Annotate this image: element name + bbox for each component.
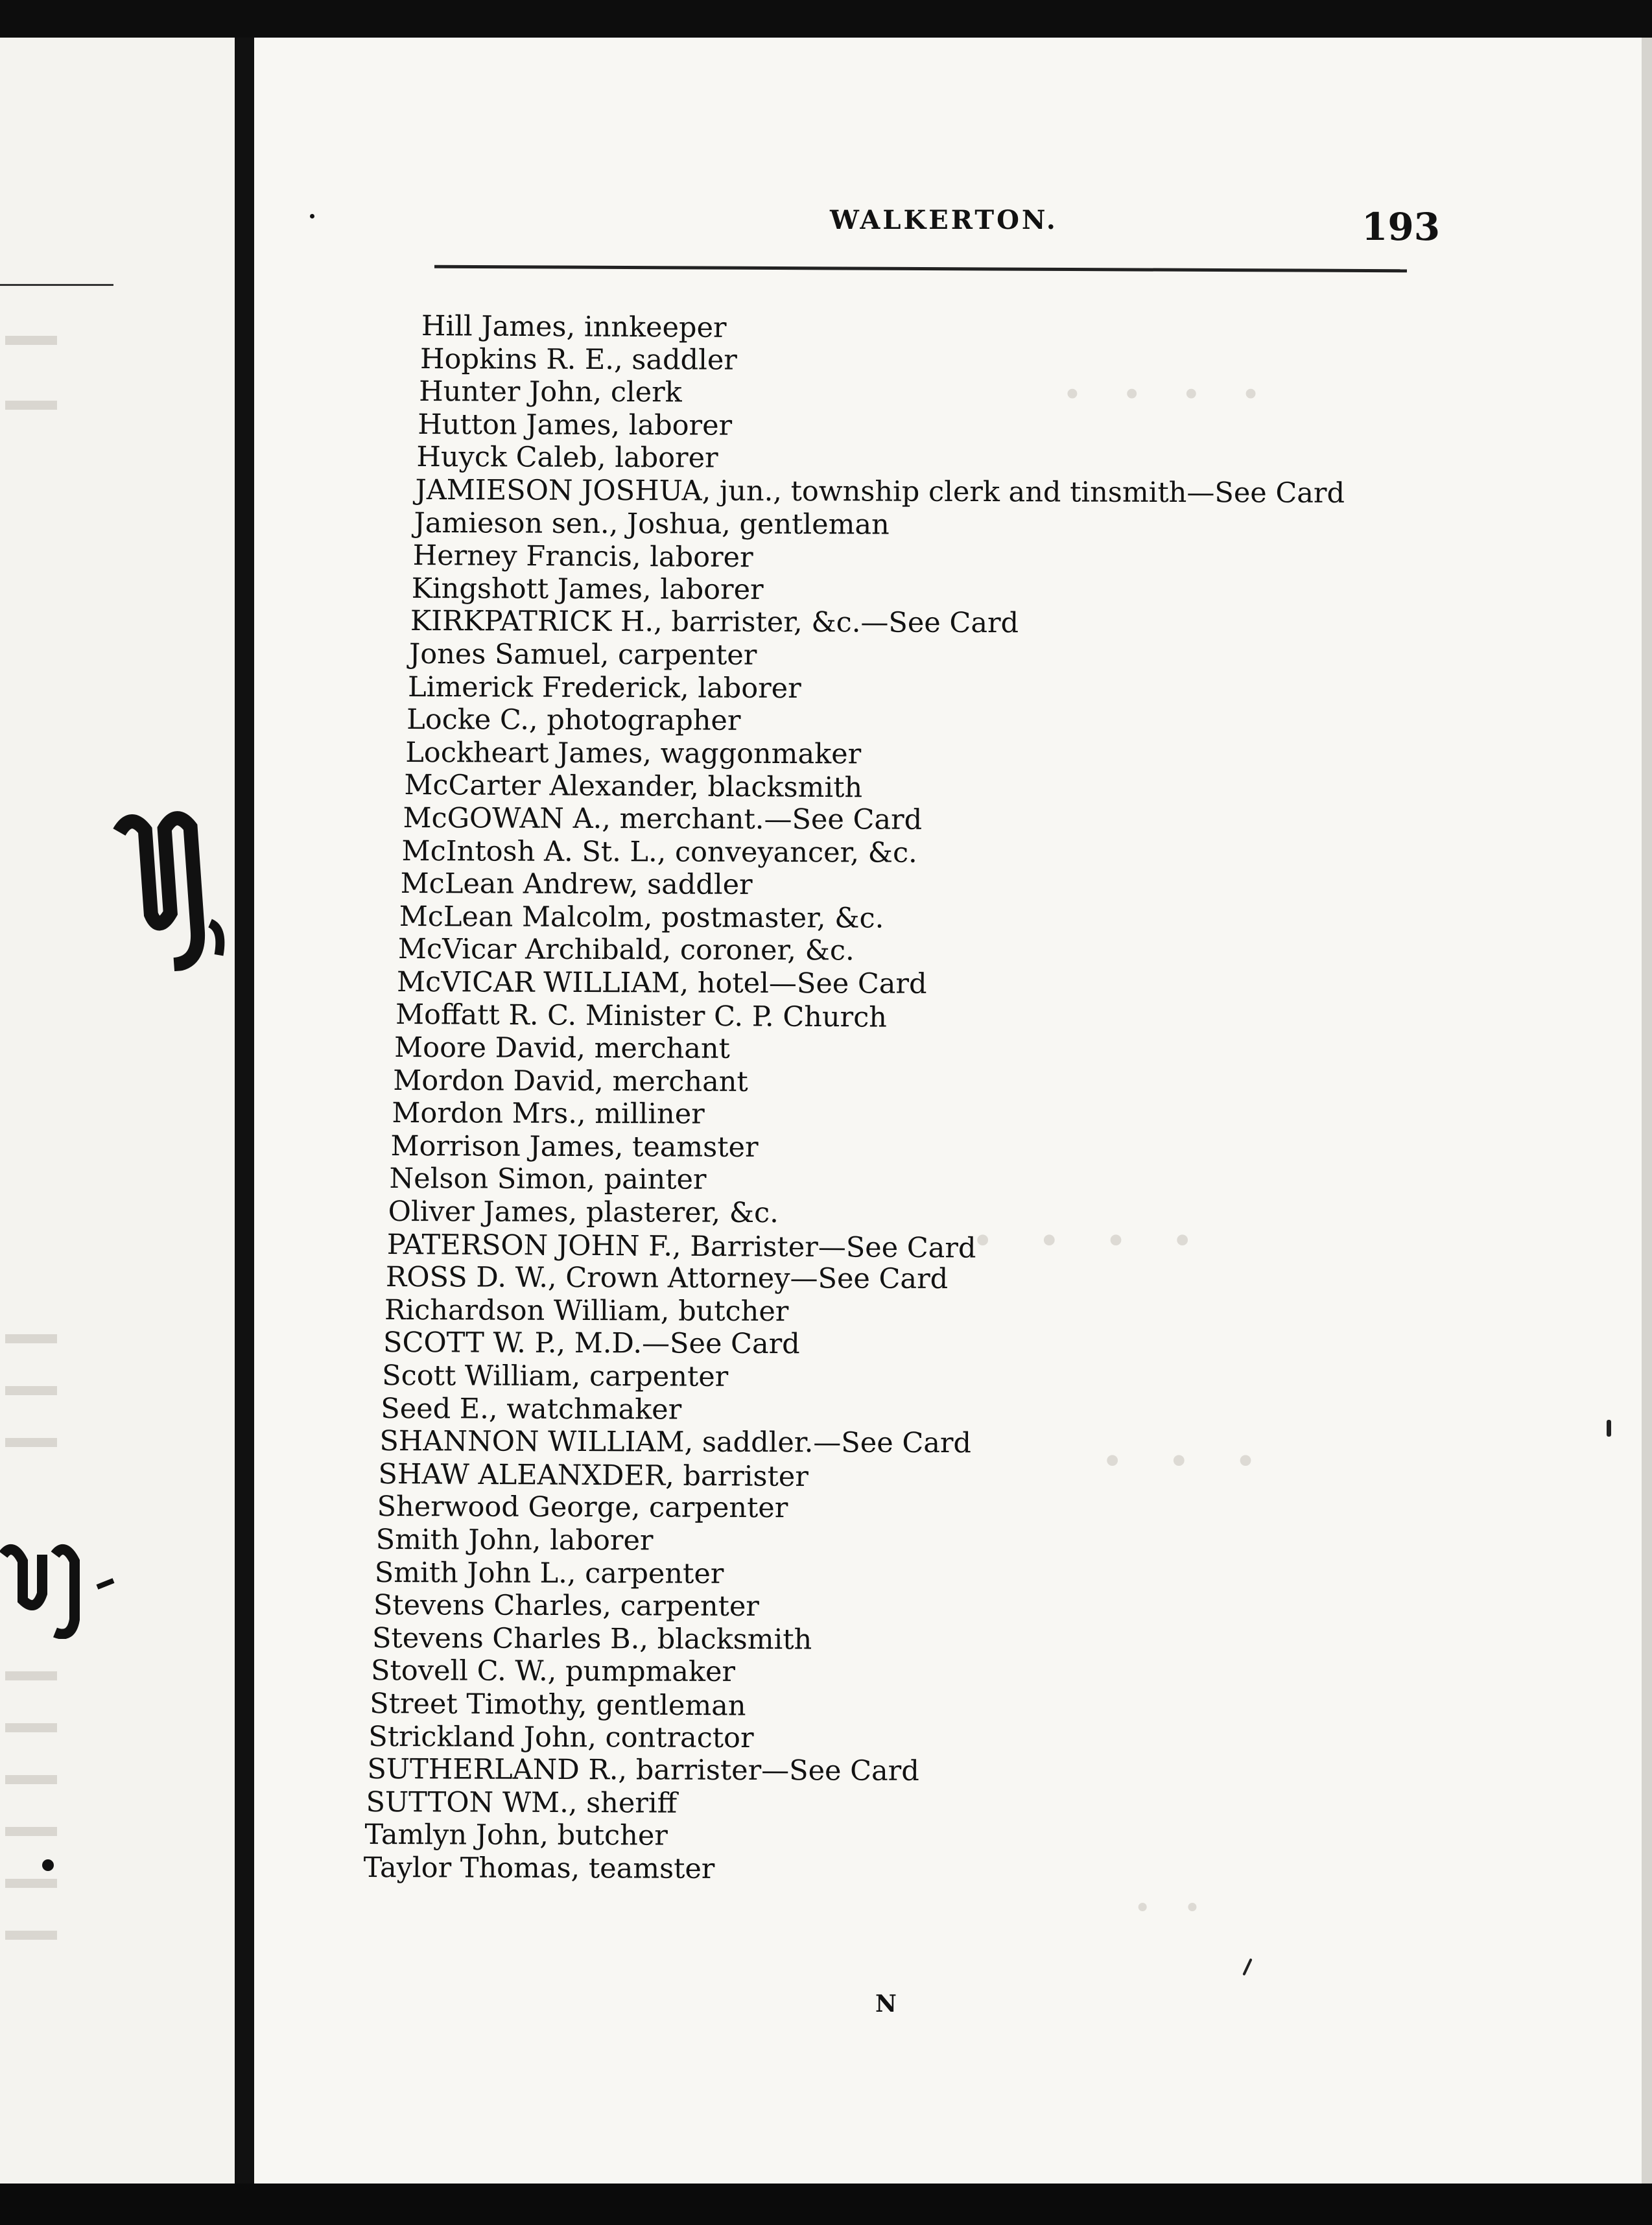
signature-mark: N <box>875 1990 897 2018</box>
directory-entry: Stevens Charles, carpenter <box>373 1589 759 1623</box>
facing-page-edge <box>0 38 235 2184</box>
running-head: WALKERTON. <box>830 205 1058 235</box>
directory-entry: Lockheart James, waggonmaker <box>405 736 862 771</box>
directory-entry: Strickland John, contractor <box>368 1720 754 1754</box>
blackletter-fragment-lower <box>0 1529 123 1639</box>
directory-entry: ROSS D. W., Crown Attorney—See Card <box>385 1261 949 1296</box>
directory-entry: SUTTON WM., sheriff <box>366 1785 678 1820</box>
directory-entry: McVICAR WILLIAM, hotel—See Card <box>396 965 927 1000</box>
directory-entry: McCarter Alexander, blacksmith <box>404 769 863 805</box>
directory-listing <box>363 310 1433 1885</box>
directory-entry: Jamieson sen., Joshua, gentleman <box>414 506 890 541</box>
directory-entry: Seed E., watchmaker <box>381 1392 682 1426</box>
directory-entry: Jones Samuel, carpenter <box>408 637 757 672</box>
directory-entry: McLean Andrew, saddler <box>400 867 753 901</box>
directory-entry: Moore David, merchant <box>394 1031 730 1065</box>
directory-entry: Stovell C. W., pumpmaker <box>371 1654 736 1689</box>
directory-entry: Limerick Frederick, laborer <box>408 670 801 705</box>
directory-entry: JAMIESON JOSHUA, jun., township clerk and tinsmith—See Card <box>415 473 1345 510</box>
directory-entry: McLean Malcolm, postmaster, &c. <box>399 900 884 935</box>
directory-entry: Herney Francis, laborer <box>412 539 753 574</box>
page-edge-shadow <box>1642 38 1652 2184</box>
directory-entry: Street Timothy, gentleman <box>370 1687 746 1723</box>
directory-entry: Oliver James, plasterer, &c. <box>388 1195 779 1230</box>
directory-entry: Sherwood George, carpenter <box>377 1490 788 1525</box>
directory-entry: Richardson William, butcher <box>384 1293 789 1328</box>
directory-entry: Huyck Caleb, laborer <box>416 441 718 475</box>
directory-entry: Hunter John, clerk <box>419 375 682 409</box>
scan-top-border <box>0 0 1652 38</box>
directory-entry: Stevens Charles B., blacksmith <box>372 1621 812 1656</box>
page-number: 193 <box>1362 205 1441 249</box>
directory-entry: Smith John L., carpenter <box>374 1556 724 1590</box>
directory-entry: Locke C., photographer <box>407 703 741 737</box>
directory-entry: Morrison James, teamster <box>390 1129 759 1164</box>
directory-entry: Nelson Simon, painter <box>389 1162 707 1197</box>
facing-page-rule <box>0 284 113 286</box>
directory-entry: SHAW ALEANXDER, barrister <box>378 1457 809 1493</box>
book-gutter <box>235 38 254 2184</box>
facing-page-dot <box>42 1859 54 1871</box>
ink-spot <box>1607 1420 1611 1437</box>
directory-entry: McVicar Archibald, coroner, &c. <box>397 933 855 967</box>
directory-entry: Kingshott James, laborer <box>411 572 764 606</box>
directory-entry: Hopkins R. E., saddler <box>420 342 737 377</box>
directory-entry: Hill James, innkeeper <box>421 310 727 344</box>
scan-bottom-border <box>0 2184 1652 2225</box>
directory-entry: Moffatt R. C. Minister C. P. Church <box>395 998 888 1035</box>
directory-entry: SCOTT W. P., M.D.—See Card <box>383 1326 800 1361</box>
directory-entry: SUTHERLAND R., barrister—See Card <box>367 1753 919 1788</box>
directory-entry: Tamlyn John, butcher <box>364 1819 668 1852</box>
directory-entry: SHANNON WILLIAM, saddler.—See Card <box>379 1425 972 1460</box>
directory-entry: KIRKPATRICK H., barrister, &c.—See Card <box>410 605 1019 640</box>
directory-entry: PATERSON JOHN F., Barrister—See Card <box>386 1228 976 1265</box>
directory-entry: Taylor Thomas, teamster <box>363 1851 715 1885</box>
directory-entry: Hutton James, laborer <box>418 408 733 442</box>
directory-entry: McGOWAN A., merchant.—See Card <box>403 801 923 836</box>
directory-entry: Smith John, laborer <box>375 1523 654 1557</box>
directory-entry: Mordon David, merchant <box>393 1064 748 1098</box>
directory-entry: Scott William, carpenter <box>382 1360 729 1393</box>
directory-entry: McIntosh A. St. L., conveyancer, &c. <box>401 834 917 869</box>
page-speck <box>310 214 314 218</box>
directory-entry: Mordon Mrs., milliner <box>392 1097 705 1131</box>
blackletter-fragment-upper <box>111 799 233 974</box>
